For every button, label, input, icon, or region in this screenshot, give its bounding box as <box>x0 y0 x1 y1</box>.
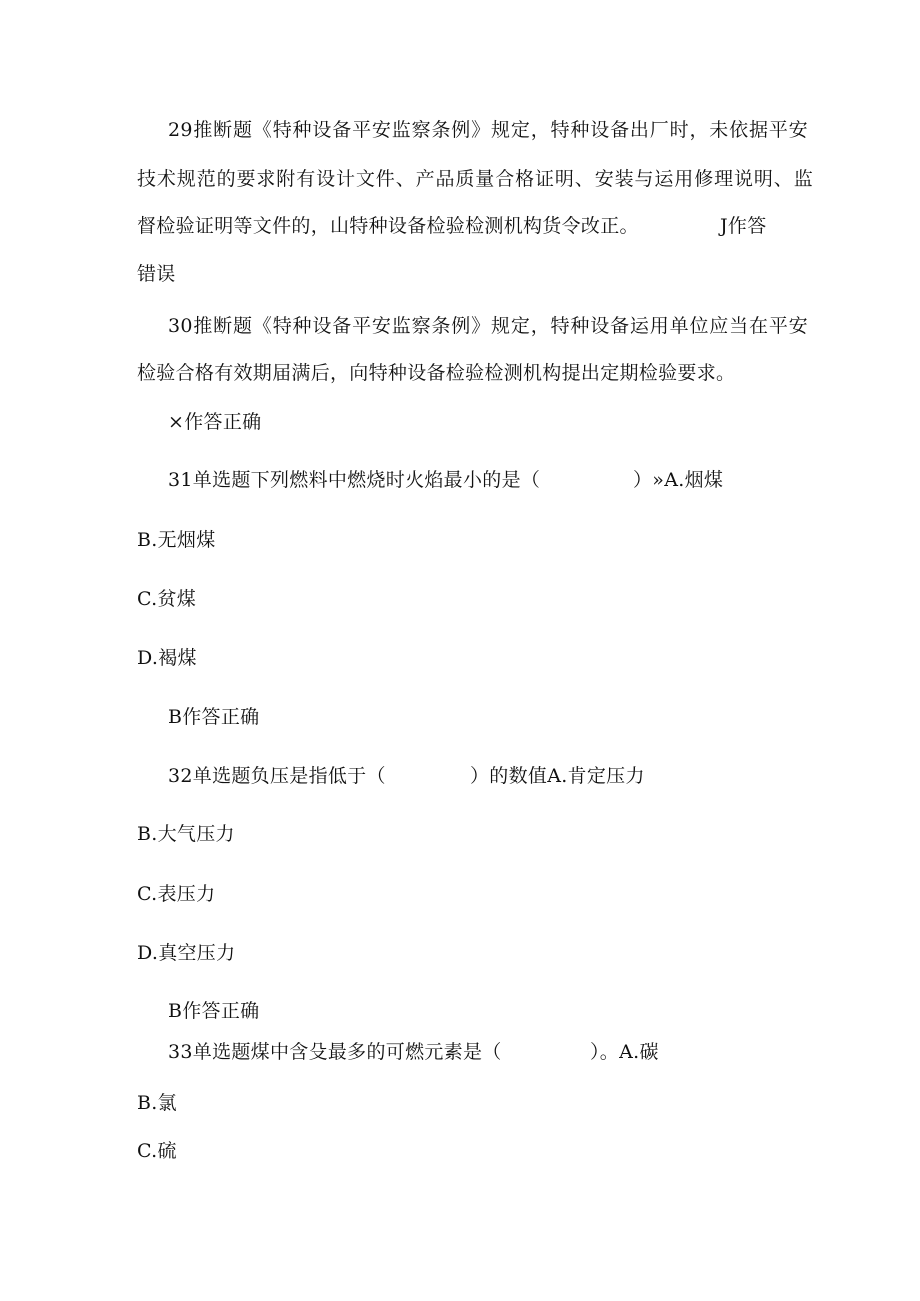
q33-stem: 33单选题煤中含殳最多的可燃元素是（ <box>168 1041 502 1063</box>
q31-option-d: D.褐煤 <box>137 647 197 669</box>
q30-line-2: 检验合格有效期届满后，向特种设备检验检测机构提出定期检验要求。 <box>137 362 736 384</box>
q31-option-b: B.无烟煤 <box>137 529 216 551</box>
q32-stem: 32单选题负压是指低于（ <box>168 765 386 787</box>
q29-line-3: 督检验证明等文件的，山特种设备检验检测机构货令改正。 <box>137 215 639 237</box>
q32-option-b: B.大气压力 <box>137 823 235 845</box>
q32-stem-option-a: ）的数值A.肯定压力 <box>470 765 645 787</box>
q29-answer-result: 错误 <box>137 263 176 285</box>
q33-option-c: C.硫 <box>137 1140 177 1162</box>
q31-stem-option-a: ）»A.烟煤 <box>633 469 724 491</box>
q31-answer-result: B作答正确 <box>168 706 260 728</box>
q30-answer-result: ×作答正确 <box>168 411 262 433</box>
q33-option-b: B.氯 <box>137 1092 177 1114</box>
q32-option-c: C.表压力 <box>137 883 216 905</box>
q33-stem-option-a: ）。A.碳 <box>590 1041 659 1063</box>
q29-answer-mark: J作答 <box>720 215 767 237</box>
q32-answer-result: B作答正确 <box>168 1000 260 1022</box>
q29-line-1: 29推断题《特种设备平安监察条例》规定，特种设备出厂时，未依据平安 <box>168 119 808 141</box>
q31-option-c: C.贫煤 <box>137 588 197 610</box>
q29-line-2: 技术规范的要求附有设计文件、产品质量合格证明、安装与运用修理说明、监 <box>137 168 813 190</box>
q30-line-1: 30推断题《特种设备平安监察条例》规定，特种设备运用单位应当在平安 <box>168 315 808 337</box>
q32-option-d: D.真空压力 <box>137 942 236 964</box>
q31-stem: 31单选题下列燃料中燃烧时火焰最小的是（ <box>168 469 541 491</box>
